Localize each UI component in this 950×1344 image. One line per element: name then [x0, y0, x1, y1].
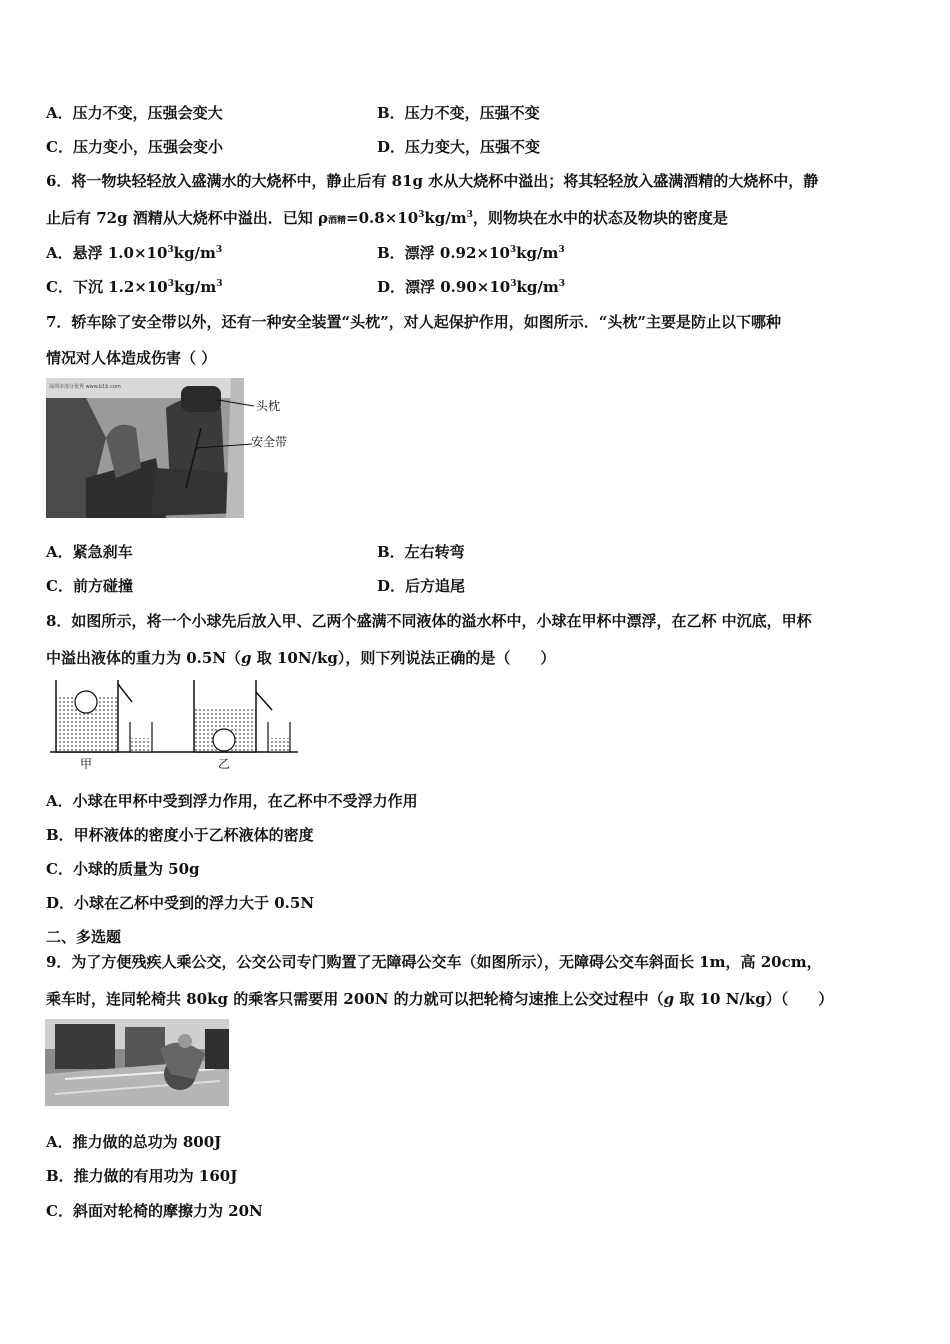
q7-stem-line2: 情况对人体造成伤害（ ）	[46, 349, 217, 367]
q8-option-d: D．小球在乙杯中受到的浮力大于 0.5N	[46, 894, 315, 912]
ball-sunk	[213, 729, 235, 751]
ball-floating	[75, 691, 97, 713]
q8-option-b: B．甲杯液体的密度小于乙杯液体的密度	[46, 826, 314, 844]
q8-option-c: C．小球的质量为 50g	[46, 860, 200, 878]
q8-option-a: A．小球在甲杯中受到浮力作用，在乙杯中不受浮力作用	[46, 792, 418, 810]
q6-option-d: D．漂浮 $0.90\times 10^3kg/m^3$	[377, 278, 565, 296]
q9-stem-line2: 乘车时，连同轮椅共 80kg 的乘客只需要用 200N 的力就可以把轮椅匀速推上公交过程中（g 取 10 N/kg）（ ）	[46, 990, 834, 1008]
q6-stem-line2: 止后有 72g 酒精从大烧杯中溢出．已知 ρ酒精$=0.8\times 10^3kg/m^3$，则物块在水中的状态及物块的密度是	[46, 209, 728, 227]
q6-option-a: A．悬浮 $1.0\times 10^3kg/m^3$	[46, 244, 223, 262]
q7-option-a: A．紧急刹车	[46, 543, 133, 561]
q9-option-b: B．推力做的有用功为 160J	[46, 1167, 238, 1185]
q5-option-d: D．压力变大，压强不变	[377, 138, 541, 156]
headrest-label: 头枕	[256, 399, 281, 413]
seatbelt-label: 安全带	[251, 435, 288, 449]
label-jia: 甲	[79, 757, 93, 771]
section-title-multiple-choice: 二、多选题	[46, 928, 122, 946]
q5-option-a: A．压力不变，压强会变大	[46, 104, 223, 122]
q9-stem-line1: 9．为了方便残疾人乘公交，公交公司专门购置了无障碍公交车（如图所示），无障碍公交车斜面长 1m，高 20cm，	[46, 953, 822, 971]
overflow-cups-figure	[46, 676, 302, 772]
q9-option-c: C．斜面对轮椅的摩擦力为 20N	[46, 1202, 263, 1220]
q6-stem-line1: 6．将一物块轻轻放入盛满水的大烧杯中，静止后有 81g 水从大烧杯中溢出；将其轻轻放入盛满酒精的大烧杯中，静	[46, 172, 819, 190]
q6-option-c: C．下沉 $1.2\times 10^3kg/m^3$	[46, 278, 223, 296]
q9-option-a: A．推力做的总功为 800J	[46, 1133, 222, 1151]
q7-option-b: B．左右转弯	[377, 543, 465, 561]
label-yi: 乙	[217, 757, 231, 771]
accessible-bus-photo	[45, 1019, 229, 1106]
car-seat-photo	[46, 378, 298, 520]
q8-stem-line2: 中溢出液体的重力为 0.5N（g 取 10N/kg），则下列说法正确的是（ ）	[46, 649, 556, 667]
q5-option-b: B．压力不变，压强不变	[377, 104, 540, 122]
q7-option-c: C．前方碰撞	[46, 577, 133, 595]
q7-stem-line1: 7．轿车除了安全带以外，还有一种安全装置“头枕”，对人起保护作用，如图所示．“头枕”主要是防止以下哪种	[46, 313, 781, 331]
q5-option-c: C．压力变小，压强会变小	[46, 138, 223, 156]
photo-watermark: 深圳市部分优秀 www.b1b.com	[49, 384, 121, 390]
q8-stem-line1: 8．如图所示，将一个小球先后放入甲、乙两个盛满不同液体的溢水杯中，小球在甲杯中漂浮，在乙杯 中沉底，甲杯	[46, 612, 812, 630]
q7-option-d: D．后方追尾	[377, 577, 466, 595]
q6-option-b: B．漂浮 $0.92\times 10^3kg/m^3$	[377, 244, 565, 262]
